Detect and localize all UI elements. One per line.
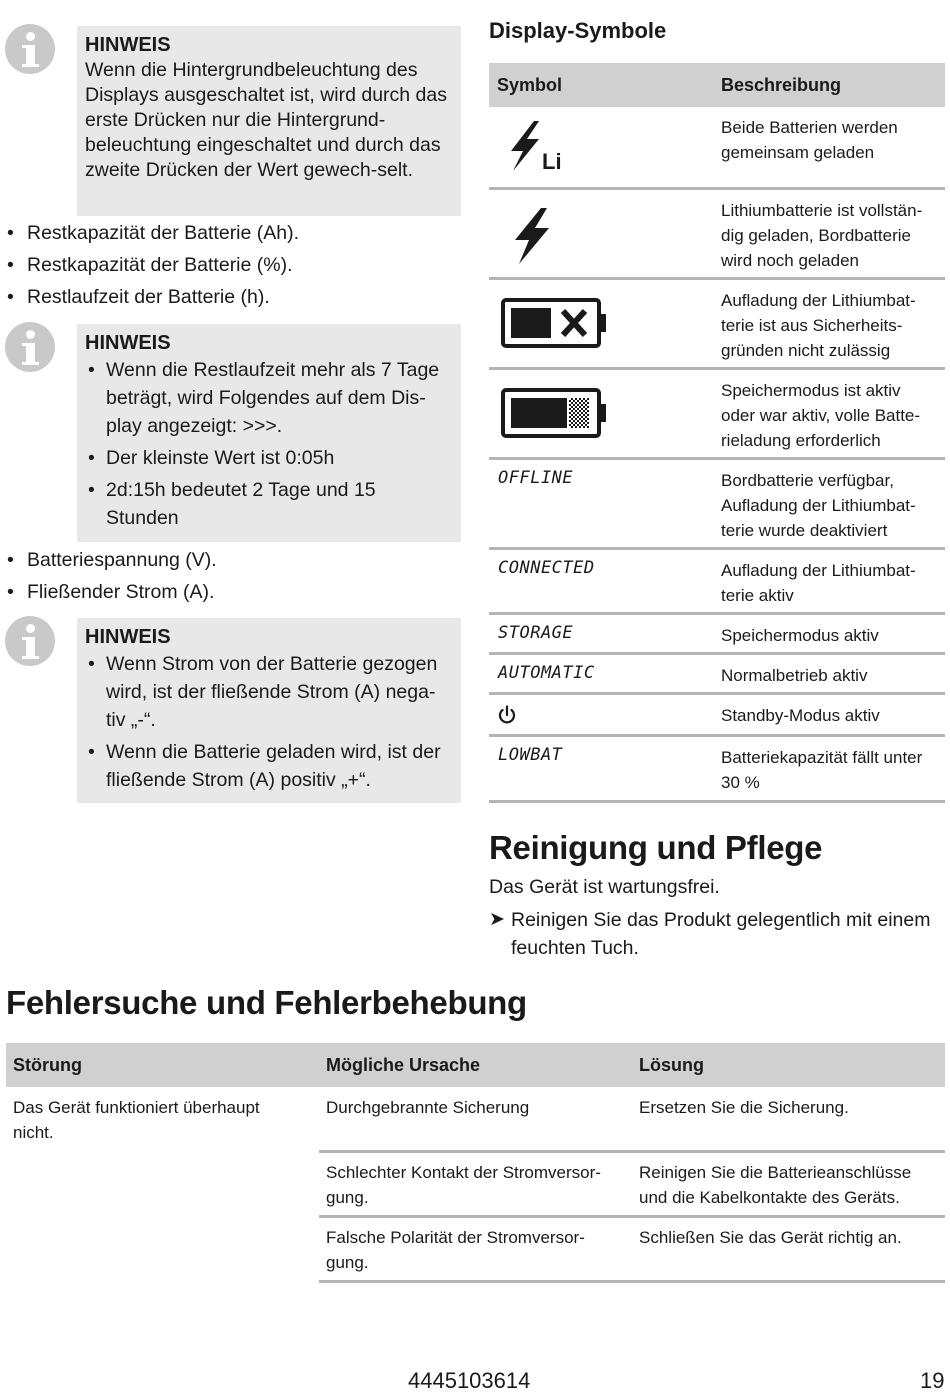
row-divider (319, 1150, 945, 1153)
row-divider (319, 1280, 945, 1283)
doc-number: 4445103614 (408, 1368, 531, 1392)
row-description: Normalbetrieb aktiv (721, 666, 868, 685)
row-description: Aufladung der Lithiumbat-terie ist aus Sicherheits-gründen nicht zulässig (721, 291, 916, 360)
info-icon (5, 24, 55, 74)
lcd-text-storage: STORAGE (498, 623, 574, 643)
table-header (6, 1043, 945, 1087)
lcd-text-lowbat: LOWBAT (498, 745, 563, 765)
battery-storage-icon (501, 388, 611, 440)
battery-x-icon (501, 298, 611, 350)
bullet-list (6, 217, 299, 313)
table-row (489, 460, 945, 550)
fault-cell: Das Gerät funktioniert überhaupt nicht. (13, 1098, 260, 1142)
table-row (489, 737, 945, 803)
row-description: Lithiumbatterie ist vollstän-dig geladen, Bordbatterie wird noch geladen (721, 201, 923, 270)
note-box (77, 26, 461, 216)
table-row (489, 190, 945, 280)
note-title: HINWEIS (85, 34, 171, 56)
troubleshooting-heading: Fehlersuche und Fehlerbehebung (6, 984, 527, 1021)
list-item: • Wenn die Restlaufzeit mehr als 7 Tage beträgt, wird Folgendes auf dem Dis-play angezeigt: >>>. (85, 356, 453, 440)
row-description: Speichermodus ist aktiv oder war aktiv, volle Batte-rieladung erforderlich (721, 381, 921, 450)
row-description: Standby-Modus aktiv (721, 706, 880, 725)
list-item: • Restlaufzeit der Batterie (h). (6, 281, 299, 313)
row-divider (319, 1215, 945, 1218)
troubleshooting-table (6, 1043, 945, 1272)
table-row (489, 280, 945, 370)
list-item: • Restkapazität der Batterie (%). (6, 249, 299, 281)
svg-text:Li: Li (542, 149, 562, 174)
solution-cell: Reinigen Sie die Batterieanschlüsse und die Kabelkontakte des Geräts. (639, 1163, 912, 1207)
cause-cell: Falsche Polarität der Stromversor-gung. (326, 1228, 585, 1272)
step-text: Reinigen Sie das Produkt gelegentlich mit einem feuchten Tuch. (511, 909, 931, 959)
table-row (489, 550, 945, 615)
list-item: • Wenn Strom von der Batterie gezogen wird, ist der fließende Strom (A) nega-tiv „-“. (85, 650, 453, 734)
solution-cell: Schließen Sie das Gerät richtig an. (639, 1228, 902, 1247)
col-cause: Mögliche Ursache (326, 1054, 481, 1075)
col-description: Beschreibung (721, 74, 842, 95)
table-row (489, 370, 945, 460)
list-item: • Der kleinste Wert ist 0:05h (85, 444, 453, 472)
table-header (489, 63, 945, 107)
cause-cell: Durchgebrannte Sicherung (326, 1098, 530, 1117)
lightning-icon (509, 206, 559, 266)
col-solution: Lösung (639, 1054, 704, 1075)
lcd-text-offline: OFFLINE (498, 468, 574, 488)
note-title: HINWEIS (85, 626, 171, 648)
table-row (489, 655, 945, 695)
col-symbol: Symbol (497, 74, 563, 95)
arrow-bullet-icon: ➤ (489, 909, 505, 930)
bullet-list (6, 544, 217, 608)
cleaning-text: Das Gerät ist wartungsfrei. (489, 876, 720, 898)
note-box (77, 324, 461, 542)
cleaning-heading: Reinigung und Pflege (489, 829, 823, 866)
info-icon (5, 616, 55, 666)
cleaning-step (489, 906, 945, 962)
table-row (489, 615, 945, 655)
table-row (489, 107, 945, 190)
row-description: Aufladung der Lithiumbat-terie aktiv (721, 561, 916, 605)
note-box (77, 618, 461, 803)
lightning-li-icon (505, 119, 575, 179)
page-number: 19 (920, 1368, 945, 1392)
display-symbols-heading: Display-Symbole (489, 18, 667, 43)
note-text: Wenn die Hintergrundbeleuchtung des Displays ausgeschaltet ist, wird durch das erste Drücken nur die Hintergrund-beleuchtung eingeschaltet und durch das zweite Drücken der Wert gewech-selt. (85, 59, 447, 181)
cause-cell: Schlechter Kontakt der Stromversor-gung. (326, 1163, 601, 1207)
list-item: • 2d:15h bedeutet 2 Tage und 15 Stunden (85, 476, 453, 532)
list-item: • Wenn die Batterie geladen wird, ist der fließende Strom (A) positiv „+“. (85, 738, 453, 794)
row-description: Beide Batterien werden gemeinsam geladen (721, 118, 898, 162)
list-item: • Fließender Strom (A). (6, 576, 217, 608)
info-icon (5, 322, 55, 372)
table-row (489, 695, 945, 737)
list-item: • Batteriespannung (V). (6, 544, 217, 576)
row-description: Batteriekapazität fällt unter 30 % (721, 748, 923, 792)
display-symbols-table (489, 63, 945, 803)
solution-cell: Ersetzen Sie die Sicherung. (639, 1098, 849, 1117)
lcd-text-automatic: AUTOMATIC (498, 663, 595, 683)
note-title: HINWEIS (85, 332, 171, 354)
row-description: Bordbatterie verfügbar, Aufladung der Lithiumbat-terie wurde deaktiviert (721, 471, 916, 540)
row-description: Speichermodus aktiv (721, 626, 879, 645)
col-fault: Störung (13, 1054, 82, 1075)
lcd-text-connected: CONNECTED (498, 558, 595, 578)
list-item: • Restkapazität der Batterie (Ah). (6, 217, 299, 249)
power-icon (497, 705, 517, 727)
